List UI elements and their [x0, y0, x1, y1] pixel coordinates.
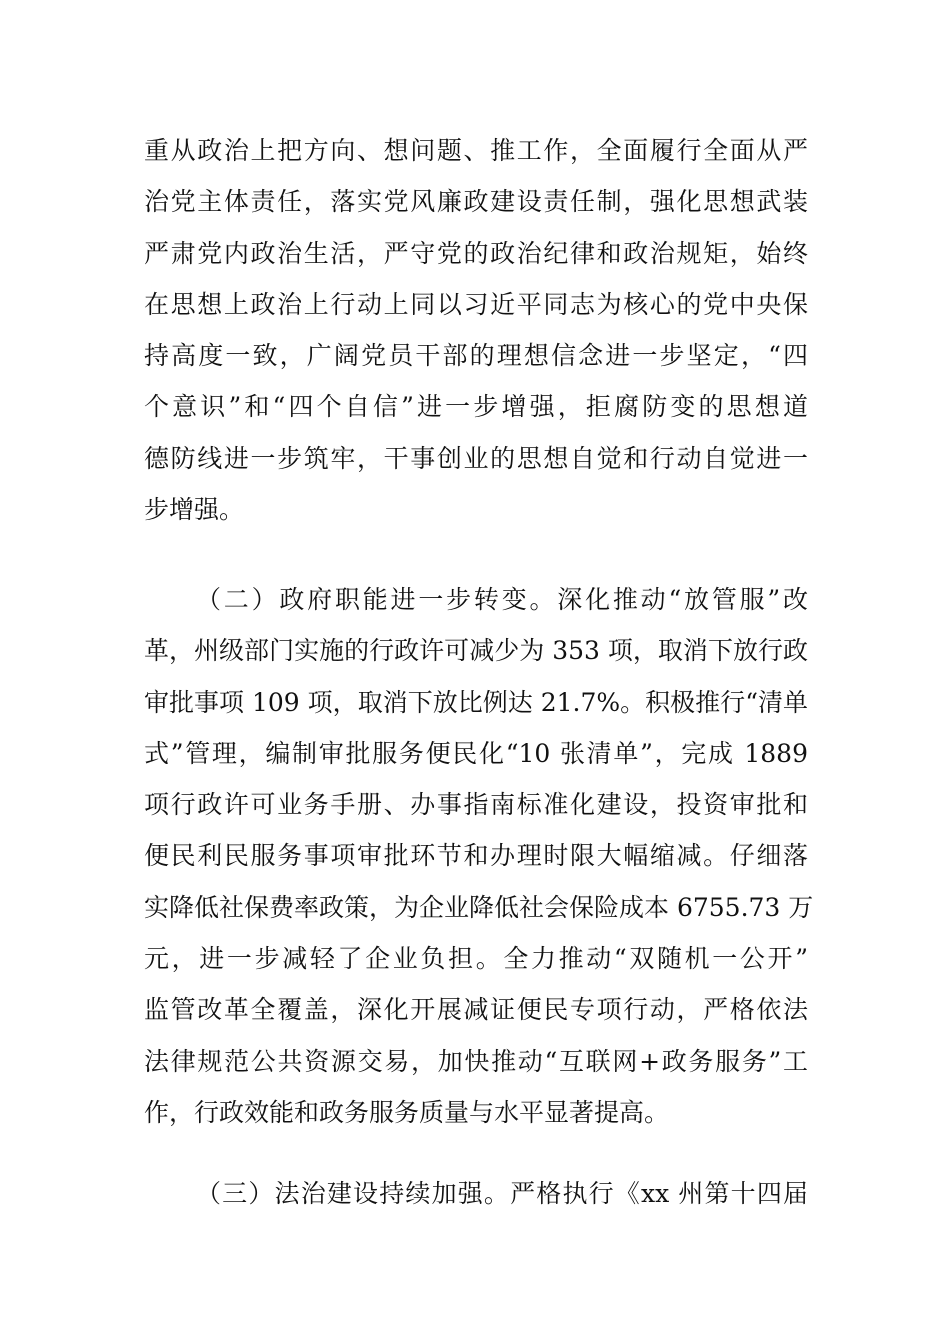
text-line: 便民利民服务事项审批环节和办理时限大幅缩减。仔细落: [144, 841, 808, 871]
paragraph-2-government-functions: [144, 574, 814, 1138]
text-line: 步增强。: [144, 495, 245, 525]
text-line: 法律规范公共资源交易，加快推动“互联网+政务服务”工: [144, 1046, 808, 1076]
paragraph-1: [144, 125, 808, 535]
text-line: 监管改革全覆盖，深化开展减证便民专项行动，严格依法: [144, 995, 808, 1025]
text-line: 项行政许可业务手册、办事指南标准化建设，投资审批和: [144, 790, 808, 820]
text-line: 作，行政效能和政务服务质量与水平显著提高。: [144, 1097, 670, 1127]
text-line: 个意识”和“四个自信”进一步增强，拒腐防变的思想道: [144, 392, 808, 422]
text-line: 德防线进一步筑牢，干事创业的思想自觉和行动自觉进一: [144, 443, 808, 473]
section-heading-line: （三）法治建设持续加强。严格执行《xx 州第十四届: [196, 1179, 808, 1208]
text-line: 元，进一步减轻了企业负担。全力推动“双随机一公开”: [144, 944, 808, 974]
text-line: 审批事项 109 项，取消下放比例达 21.7%。积极推行“清单: [144, 687, 808, 717]
text-line: 式”管理，编制审批服务便民化“10 张清单”，完成 1889: [144, 738, 808, 768]
text-line: 革，州级部门实施的行政许可减少为 353 项，取消下放行政: [144, 636, 808, 666]
section-heading-line: （二）政府职能进一步转变。深化推动“放管服”改: [196, 585, 808, 614]
text-line: 严肃党内政治生活，严守党的政治纪律和政治规矩，始终: [144, 238, 808, 268]
text-line: 重从政治上把方向、想问题、推工作，全面履行全面从严: [144, 136, 808, 165]
text-line: 持高度一致，广阔党员干部的理想信念进一步坚定，“四: [144, 341, 808, 371]
text-line: 实降低社保费率政策，为企业降低社会保险成本 6755.73 万: [144, 892, 814, 922]
text-line: 治党主体责任，落实党风廉政建设责任制，强化思想武装: [144, 187, 808, 217]
text-line: 在思想上政治上行动上同以习近平同志为核心的党中央保: [144, 289, 808, 319]
paragraph-3-rule-of-law: [144, 1168, 808, 1219]
